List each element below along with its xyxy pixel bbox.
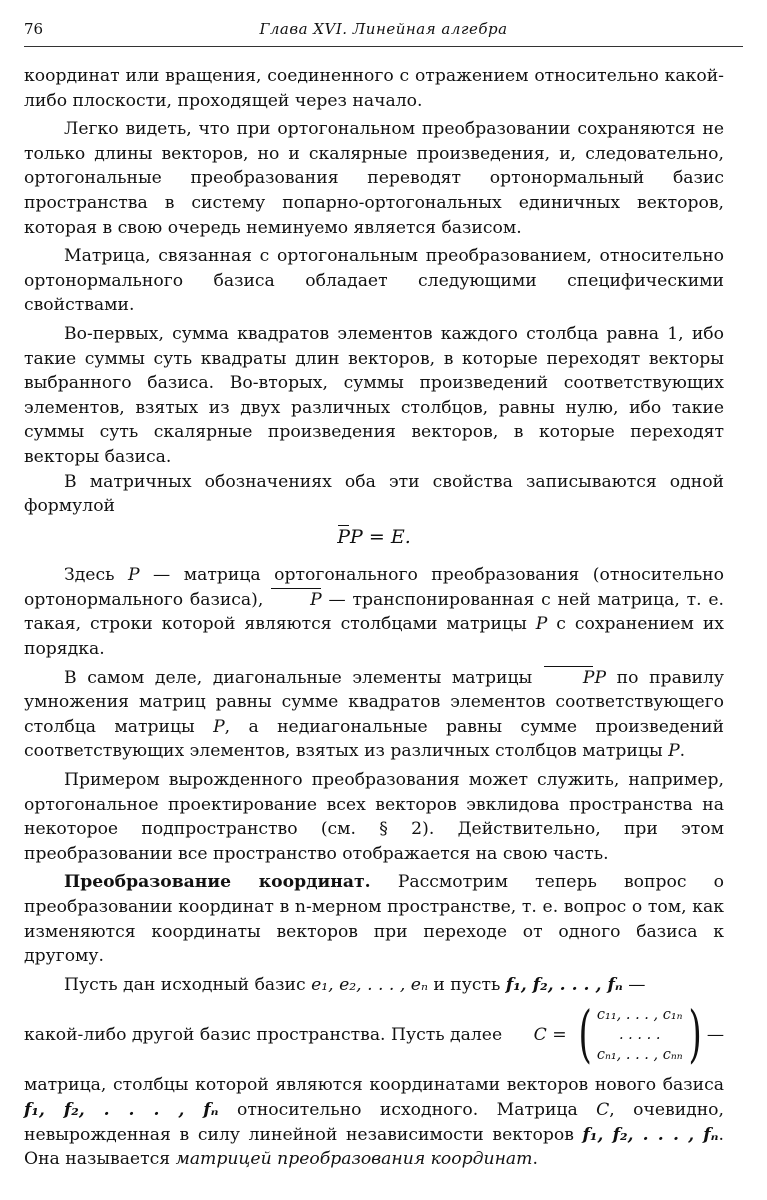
page-header xyxy=(24,20,743,44)
var-p: P xyxy=(127,565,140,586)
matrix-line: какой-либо другой базис пространства. Пусть далее C = ( c₁₁, . . . , c₁ₙ . . . . . cₙ₁, . . . , cₙₙ ) — xyxy=(24,997,724,1071)
paragraph-3: Во-первых, сумма квадратов элементов каждого столбца равна 1, ибо такие суммы суть квадраты длин векторов, в которые переходят векторы выбранного базиса. Во-вторых, суммы произведений соответствующих элементов, взятых из двух различных столбцов, равны нулю, ибо такие суммы суть скалярные произведения векторов, в которые переходят векторы базиса. xyxy=(24,323,724,467)
left-paren: ( xyxy=(578,997,592,1071)
eq-rest: P = E. xyxy=(350,525,411,548)
defined-term: матрицей преобразования координат xyxy=(175,1149,533,1170)
page-body xyxy=(24,64,724,1172)
matrix-row: c₁₁, . . . , c₁ₙ xyxy=(596,1007,683,1024)
paragraph-1: Легко видеть, что при ортогональном преобразовании сохраняются не только длины векторов, но и скалярные произведения, и, следовательно, ортогональные преобразования переводят ортонормальный базис пространства в систему попарно-ортогональных единичных векторов, которая в свою очередь неминуемо является базисом. xyxy=(24,119,724,238)
paragraph-8: Преобразование координат. Рассмотрим теперь вопрос о преобразовании координат в n-мерном пространстве, т. е. вопрос о том, как изменяются координаты векторов при переходе от одного базиса к другому. xyxy=(24,872,724,967)
var-p: P xyxy=(594,667,607,688)
paragraph-6: В самом деле, диагональные элементы матрицы PP по правилу умножения матриц равны сумме квадратов элементов соответствующего столбца матрицы P, а недиагональные равны сумме произведений соответствующих элементов, взятых из различных столбцов матрицы P. xyxy=(24,667,724,762)
right-paren: ) xyxy=(688,997,702,1071)
paragraph-0: координат или вращения, соединенного с отражением относительно какой-либо плоскости, проходящей через начало. xyxy=(24,66,724,111)
basis-e: e₁, e₂, . . . , eₙ xyxy=(311,974,428,995)
var-p-bar: P xyxy=(543,666,595,691)
section-run-in-heading: Преобразование координат. xyxy=(64,872,371,893)
paragraph-7: Примером вырожденного преобразования может служить, например, ортогональное проектирование всех векторов эвклидова пространства на некоторое подпространство (см. § 2). Действительно, при этом преобразовании все пространство отображается на свою часть. xyxy=(24,770,724,864)
var-p: P xyxy=(668,741,680,762)
eq-p-transposed: P xyxy=(337,525,351,548)
page-number: 76 xyxy=(24,20,44,38)
matrix-entries xyxy=(597,999,683,1071)
paragraph-5: Здесь P — матрица ортогонального преобразования (относительно ортонормального базиса), P — транспонированная с ней матрица, т. е. такая, строки которой являются столбцами матрицы P с сохранением их порядка. xyxy=(24,565,724,660)
paragraph-2: Матрица, связанная с ортогональным преобразованием, относительно ортонормального базиса обладает следующими специфическими свойствами. xyxy=(24,246,724,316)
running-title: Глава XVI. Линейная алгебра xyxy=(259,20,508,38)
matrix-c-label: C = xyxy=(533,1025,567,1046)
matrix-c xyxy=(573,999,707,1071)
equation-ptp xyxy=(24,525,724,550)
var-p-bar: P xyxy=(270,588,322,613)
paragraph-4: В матричных обозначениях оба эти свойства записываются одной формулой xyxy=(24,471,724,517)
matrix-row: cₙ₁, . . . , cₙₙ xyxy=(596,1047,683,1064)
var-c: C xyxy=(596,1099,610,1120)
matrix-row: . . . . . xyxy=(618,1027,661,1044)
var-p: P xyxy=(213,716,225,737)
paragraph-9: Пусть дан исходный базис e₁, e₂, . . . , eₙ и пусть f₁, f₂, . . . , fₙ — xyxy=(64,974,646,995)
basis-f: f₁, f₂, . . . , fₙ xyxy=(24,1099,219,1120)
header-rule xyxy=(24,46,743,47)
basis-f: f₁, f₂, . . . , fₙ xyxy=(582,1124,719,1145)
basis-f: f₁, f₂, . . . , fₙ xyxy=(505,974,623,995)
paragraph-11: матрица, столбцы которой являются координатами векторов нового базиса f₁, f₂, . . . , fₙ относительно исходного. Матрица C, очевидно, невырожденная в силу линейной независимости векторов f₁, f₂, . . . , fₙ. Она называется матрицей преобразования координат. xyxy=(24,1075,724,1170)
var-p: P xyxy=(535,614,548,635)
